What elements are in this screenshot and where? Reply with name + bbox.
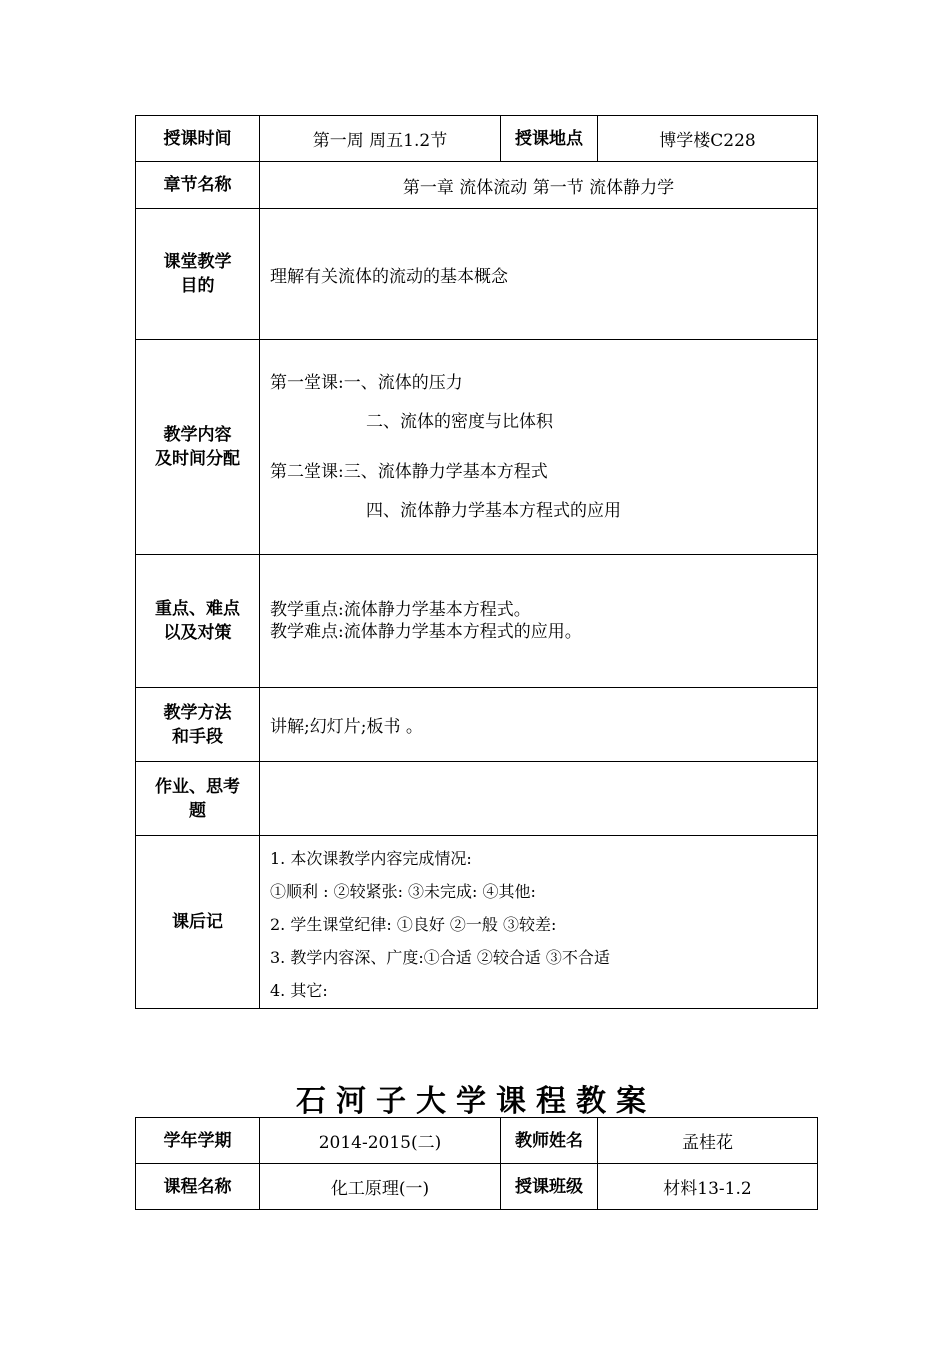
teacher-value: 孟桂花 [598, 1118, 818, 1164]
homework-label-line-1: 作业、思考 [155, 776, 240, 797]
method-label-line-2: 和手段 [172, 726, 223, 747]
method-value: 讲解;幻灯片;板书 。 [260, 688, 818, 762]
content-value [260, 340, 818, 555]
content-line-2: 二、流体的密度与比体积 [366, 411, 553, 432]
time-label: 授课时间 [136, 116, 260, 162]
lesson-plan-table [135, 115, 818, 1009]
homework-label-line-2: 题 [189, 800, 206, 821]
after-line-5: 4. 其它: [270, 981, 328, 1000]
course-label: 课程名称 [136, 1164, 260, 1210]
page-title: 石河子大学课程教案 [296, 1084, 656, 1119]
after-line-2: ①顺利 : ②较紧张: ③未完成: ④其他: [270, 882, 536, 901]
time-value: 第一周 周五1.2节 [260, 116, 501, 162]
after-class-value [260, 836, 818, 1009]
after-class-label: 课后记 [136, 836, 260, 1009]
method-label [136, 688, 260, 762]
homework-label [136, 762, 260, 836]
term-label: 学年学期 [136, 1118, 260, 1164]
goal-label-line-2: 目的 [180, 276, 215, 296]
key-label [136, 555, 260, 688]
after-line-3: 2. 学生课堂纪律: ①良好 ②一般 ③较差: [270, 915, 557, 934]
after-line-1: 1. 本次课教学内容完成情况: [270, 849, 472, 868]
key-line-2: 教学难点:流体静力学基本方程式的应用。 [270, 622, 582, 642]
chapter-value: 第一章 流体流动 第一节 流体静力学 [260, 162, 818, 209]
course-value: 化工原理(一) [260, 1164, 501, 1210]
class-label: 授课班级 [501, 1164, 598, 1210]
content-label [136, 340, 260, 555]
term-value: 2014-2015(二) [260, 1118, 501, 1164]
goal-label-line-1: 课堂教学 [163, 252, 232, 272]
key-line-1: 教学重点:流体静力学基本方程式。 [270, 600, 531, 620]
content-label-line-2: 及时间分配 [155, 449, 240, 469]
homework-value [260, 762, 818, 836]
method-label-line-1: 教学方法 [163, 702, 232, 723]
content-line-3: 第二堂课:三、流体静力学基本方程式 [270, 461, 548, 482]
content-label-line-1: 教学内容 [163, 425, 232, 445]
content-line-4: 四、流体静力学基本方程式的应用 [366, 500, 621, 521]
chapter-label: 章节名称 [136, 162, 260, 209]
key-label-line-2: 以及对策 [163, 623, 232, 643]
course-info-table [135, 1117, 818, 1210]
key-value [260, 555, 818, 688]
content-line-1: 第一堂课:一、流体的压力 [270, 372, 463, 393]
key-label-line-1: 重点、难点 [155, 599, 240, 619]
goal-label [136, 209, 260, 340]
after-line-4: 3. 教学内容深、广度:①合适 ②较合适 ③不合适 [270, 948, 610, 967]
place-label: 授课地点 [501, 116, 598, 162]
class-value: 材料13-1.2 [598, 1164, 818, 1210]
place-value: 博学楼C228 [598, 116, 818, 162]
goal-value: 理解有关流体的流动的基本概念 [260, 209, 818, 340]
teacher-label: 教师姓名 [501, 1118, 598, 1164]
